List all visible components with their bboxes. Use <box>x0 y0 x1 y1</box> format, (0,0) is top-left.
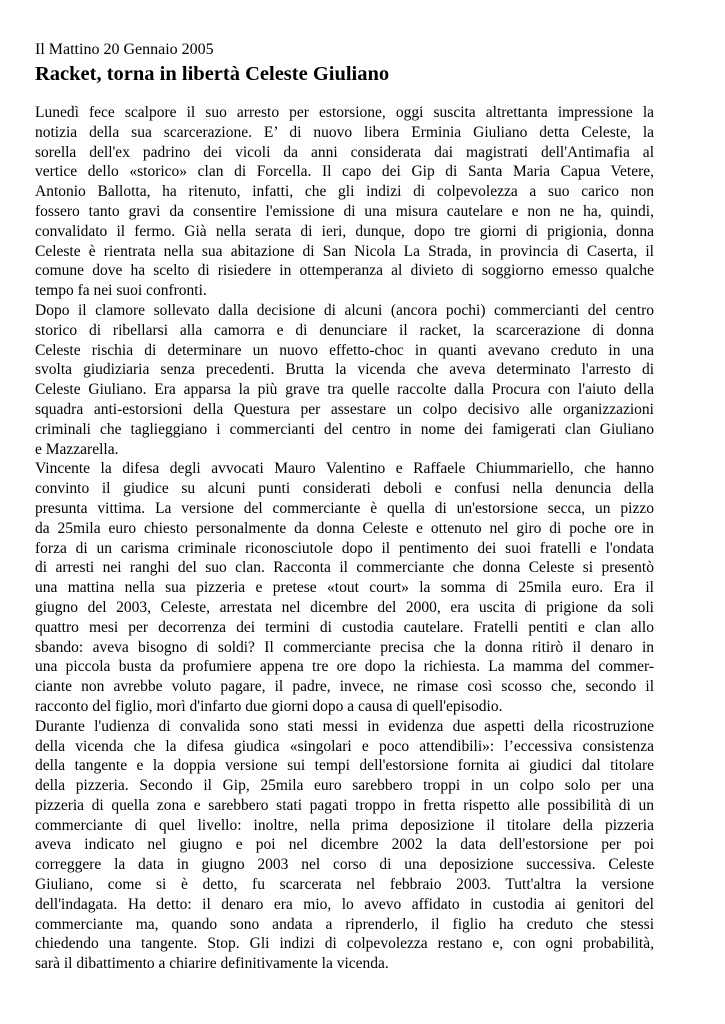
body-line: Lunedì fece scalpore il suo arresto per estorsione, oggi suscita altrettanta impressione la <box>35 104 654 121</box>
body-line: Vincente la difesa degli avvocati Mauro Valentino e Raffaele Chiummariello, che hanno <box>35 460 654 478</box>
body-line: dell'indagata. Ha detto: il denaro era mio, lo avevo affidato in custodia ai genitori del <box>35 895 654 913</box>
body-line: commerciante ma, quando sono andata a riprenderlo, il figlio ha creduto che stessi <box>35 915 654 933</box>
body-line: storico di ribellarsi alla camorra e di denunciare il racket, la scarcerazione di donna <box>35 321 654 339</box>
body-line: della pizzeria. Secondo il Gip, 25mila euro sarebbero troppi in un colpo solo per una <box>35 777 654 795</box>
body-line: della tangente e la doppia versione sui tempi dell'estorsione fornita ai giudici dal titolare <box>35 757 654 775</box>
body-line: criminali che taglieggiano i commercianti del centro in nome dei famigerati clan Giuliano <box>35 420 654 438</box>
body-line: Celeste rischia di determinare un nuovo effetto-choc in quanti avevano creduto in una <box>35 341 654 359</box>
body-line: convalidato il fermo. Già nella serata di ieri, dunque, dopo tre giorni di prigionia, donna <box>35 222 654 240</box>
body-line: commerciante di quel livello: inoltre, nella prima deposizione il titolare della pizzeria <box>35 816 654 834</box>
article-page <box>35 40 654 974</box>
body-line: sarà il dibattimento a chiarire definitivamente la vicenda. <box>35 955 389 973</box>
body-line: ciante non avrebbe voluto pagare, il padre, invece, ne rimase così scosso che, secondo il <box>35 678 654 696</box>
body-line: sorella dell'ex padrino dei vicoli da anni considerata dai magistrati dell'Antimafia al <box>35 143 654 161</box>
body-line: pizzeria di quella zona e sarebbero stati pagati troppo in fretta rispetto alle possibilità di un <box>35 796 654 814</box>
article-headline: Racket, torna in libertà Celeste Giuliano <box>35 63 390 85</box>
article-body <box>35 103 654 974</box>
body-line: fossero tanto gravi da consentire l'emissione di una misura cautelare e non ne ha, quindi, <box>35 202 654 220</box>
body-line: della vicenda che la difesa giudica «singolari e poco attendibili»: l’eccessiva consistenza <box>35 737 654 755</box>
newspaper-source-line: Il Mattino 20 Gennaio 2005 <box>35 41 214 58</box>
body-line: Dopo il clamore sollevato dalla decisione di alcuni (ancora pochi) commercianti del centro <box>35 301 654 319</box>
body-line: tempo fa nei suoi confronti. <box>35 282 207 300</box>
body-line: chiedendo una tangente. Stop. Gli indizi di colpevolezza restano e, con ogni probabilità, <box>35 935 654 953</box>
body-line: giugno del 2003, Celeste, arrestata nel dicembre del 2000, era uscita di prigione da soli <box>35 598 654 616</box>
body-line: correggere la data in giugno 2003 nel corso di una deposizione successiva. Celeste <box>35 856 654 874</box>
body-line: quattro mesi per decorrenza dei termini di custodia cautelare. Fratelli pentiti e clan allo <box>35 618 654 636</box>
body-line: e Mazzarella. <box>35 440 119 458</box>
body-line: svolta giudiziaria senza precedenti. Brutta la vicenda che aveva determinato l'arresto di <box>35 361 654 379</box>
body-line: Antonio Ballotta, ha ritenuto, infatti, che gli indizi di colpevolezza a suo carico non <box>35 183 654 201</box>
body-line: comune dove ha scelto di risiedere in ottemperanza al divieto di soggiorno emesso qualche <box>35 262 654 280</box>
body-line: notizia della sua scarcerazione. E’ di nuovo libera Erminia Giuliano detta Celeste, la <box>35 123 654 141</box>
body-line: Celeste è rientrata nella sua abitazione di San Nicola La Strada, in provincia di Caserta, il <box>35 242 654 260</box>
body-line: convinto il giudice su alcuni punti considerati deboli e confusi nella denuncia della <box>35 480 654 498</box>
body-line: presunta vittima. La versione del commerciante è quella di un'estorsione secca, un pizzo <box>35 499 654 517</box>
body-line: Celeste Giuliano. Era apparsa la più grave tra quelle raccolte dalla Procura con l'aiuto della <box>35 381 654 399</box>
body-line: da 25mila euro chiesto personalmente da donna Celeste e ottenuto nel giro di poche ore in <box>35 519 654 537</box>
body-line: Giuliano, come si è detto, fu scarcerata nel febbraio 2003. Tutt'altra la versione <box>35 876 654 894</box>
body-line: una piccola busta da profumiere appena tre ore dopo la richiesta. La mamma del commer- <box>35 658 654 676</box>
body-line: aveva indicato nel giugno e poi nel dicembre 2002 la data dell'estorsione per poi <box>35 836 654 854</box>
body-line: vertice dello «storico» clan di Forcella. Il capo dei Gip di Santa Maria Capua Vetere, <box>35 163 654 181</box>
body-line: Durante l'udienza di convalida sono stati messi in evidenza due aspetti della ricostruzione <box>35 717 654 735</box>
body-line: una mattina nella sua pizzeria e pretese «tout court» la somma di 25mila euro. Era il <box>35 579 654 597</box>
body-line: sbando: aveva bisogno di soldi? Il commerciante precisa che la donna ritirò il denaro in <box>35 638 654 656</box>
body-line: racconto del figlio, morì d'infarto due giorni dopo a causa di quell'episodio. <box>35 697 503 715</box>
body-line: di arresti nei ranghi del suo clan. Racconta il commerciante che donna Celeste si presentò <box>35 559 654 577</box>
body-line: squadra anti-estorsioni della Questura per assestare un colpo decisivo alle organizzazioni <box>35 400 654 418</box>
body-line: forza di un carisma criminale riconosciutole dopo il pentimento dei suoi fratelli e l'ondata <box>35 539 654 557</box>
